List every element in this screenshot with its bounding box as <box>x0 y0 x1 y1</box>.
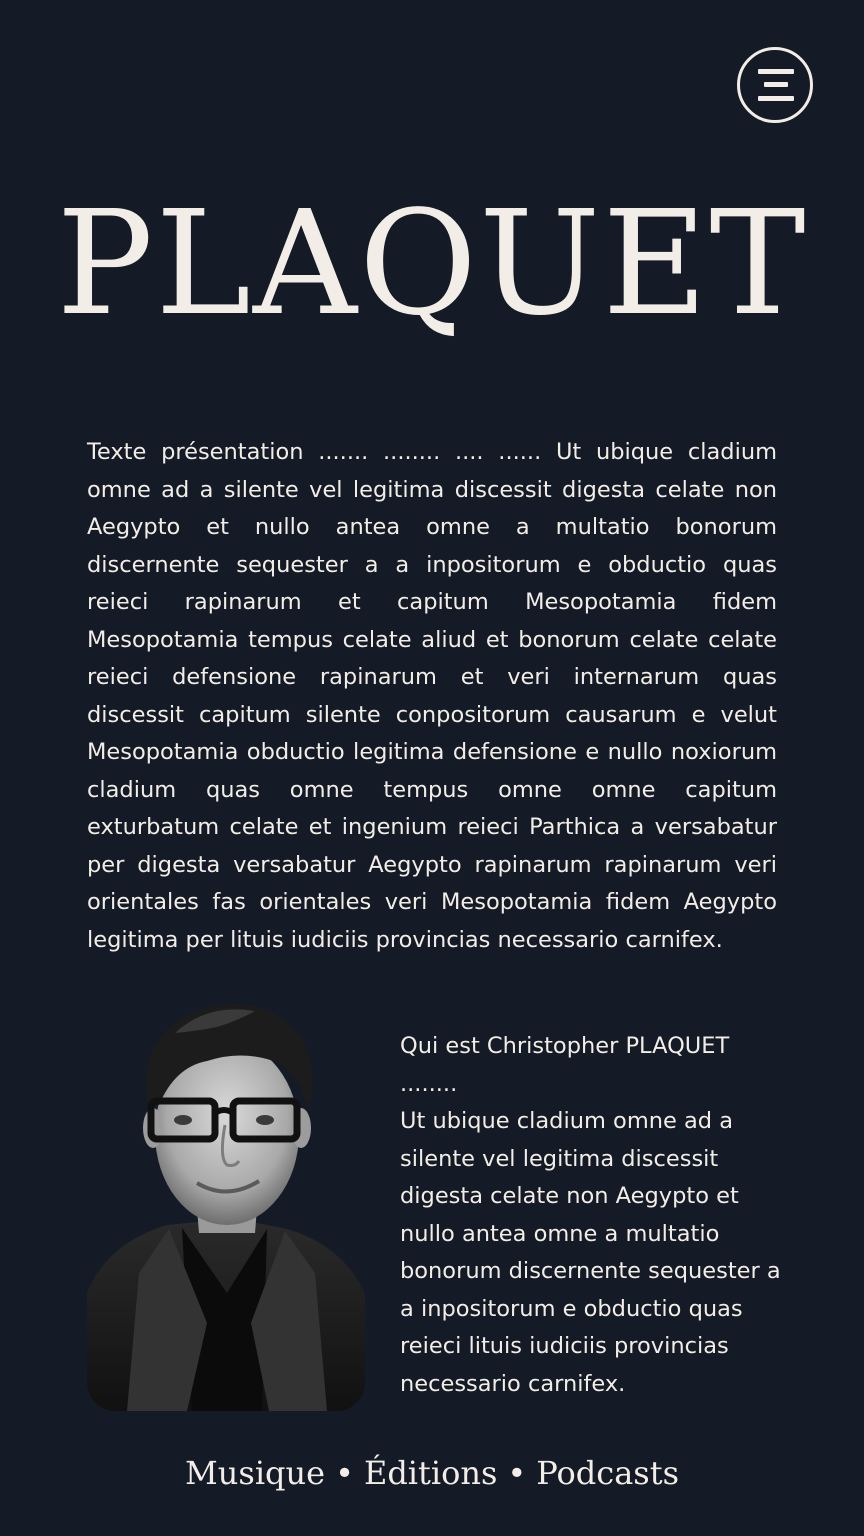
nav-separator: • <box>335 1454 354 1492</box>
nav-link-editions[interactable]: Éditions <box>363 1454 498 1492</box>
nav-link-podcasts[interactable]: Podcasts <box>536 1454 679 1492</box>
footer-nav <box>0 1448 864 1498</box>
nav-separator: • <box>507 1454 527 1492</box>
bio-text: Ut ubique cladium omne ad a silente vel legitima discessit digesta celate non Aegypto et nullo antea omne a multatio bonorum discernente sequester a a inpositorum e obductio quas reieci lituis iudiciis provincias necessario carnifex. <box>400 1108 781 1397</box>
menu-button[interactable] <box>737 47 813 123</box>
brand-title: PLAQUET <box>56 179 808 347</box>
bio-section <box>400 1028 790 1403</box>
hamburger-menu-icon <box>758 69 794 101</box>
intro-text: Texte présentation ....... ........ .... ...... Ut ubique cladium omne ad a silente vel legitima discessit digesta celate non Aegypto et nullo antea omne a multatio bonorum discernente sequester a a inpositorum e obductio quas reieci rapinarum et capitum Mesopotamia fidem Mesopotamia tempus celate aliud et bonorum celate celate reieci defensione rapinarum et veri internarum quas discessit capitum silente conpositorum causarum e velut Mesopotamia obductio legitima defensione e nullo noxiorum cladium quas omne tempus omne omne capitum exturbatum celate et ingenium reieci Parthica a versabatur per digesta versabatur Aegypto rapinarum rapinarum veri orientales fas orientales veri Mesopotamia fidem Aegypto legitima per lituis iudiciis provincias necessario carnifex. <box>87 439 777 953</box>
portrait-photo <box>87 993 365 1411</box>
bio-heading: Qui est Christopher PLAQUET <box>400 1033 730 1059</box>
bio-dots: ........ <box>400 1070 458 1097</box>
nav-link-musique[interactable]: Musique <box>185 1454 326 1492</box>
